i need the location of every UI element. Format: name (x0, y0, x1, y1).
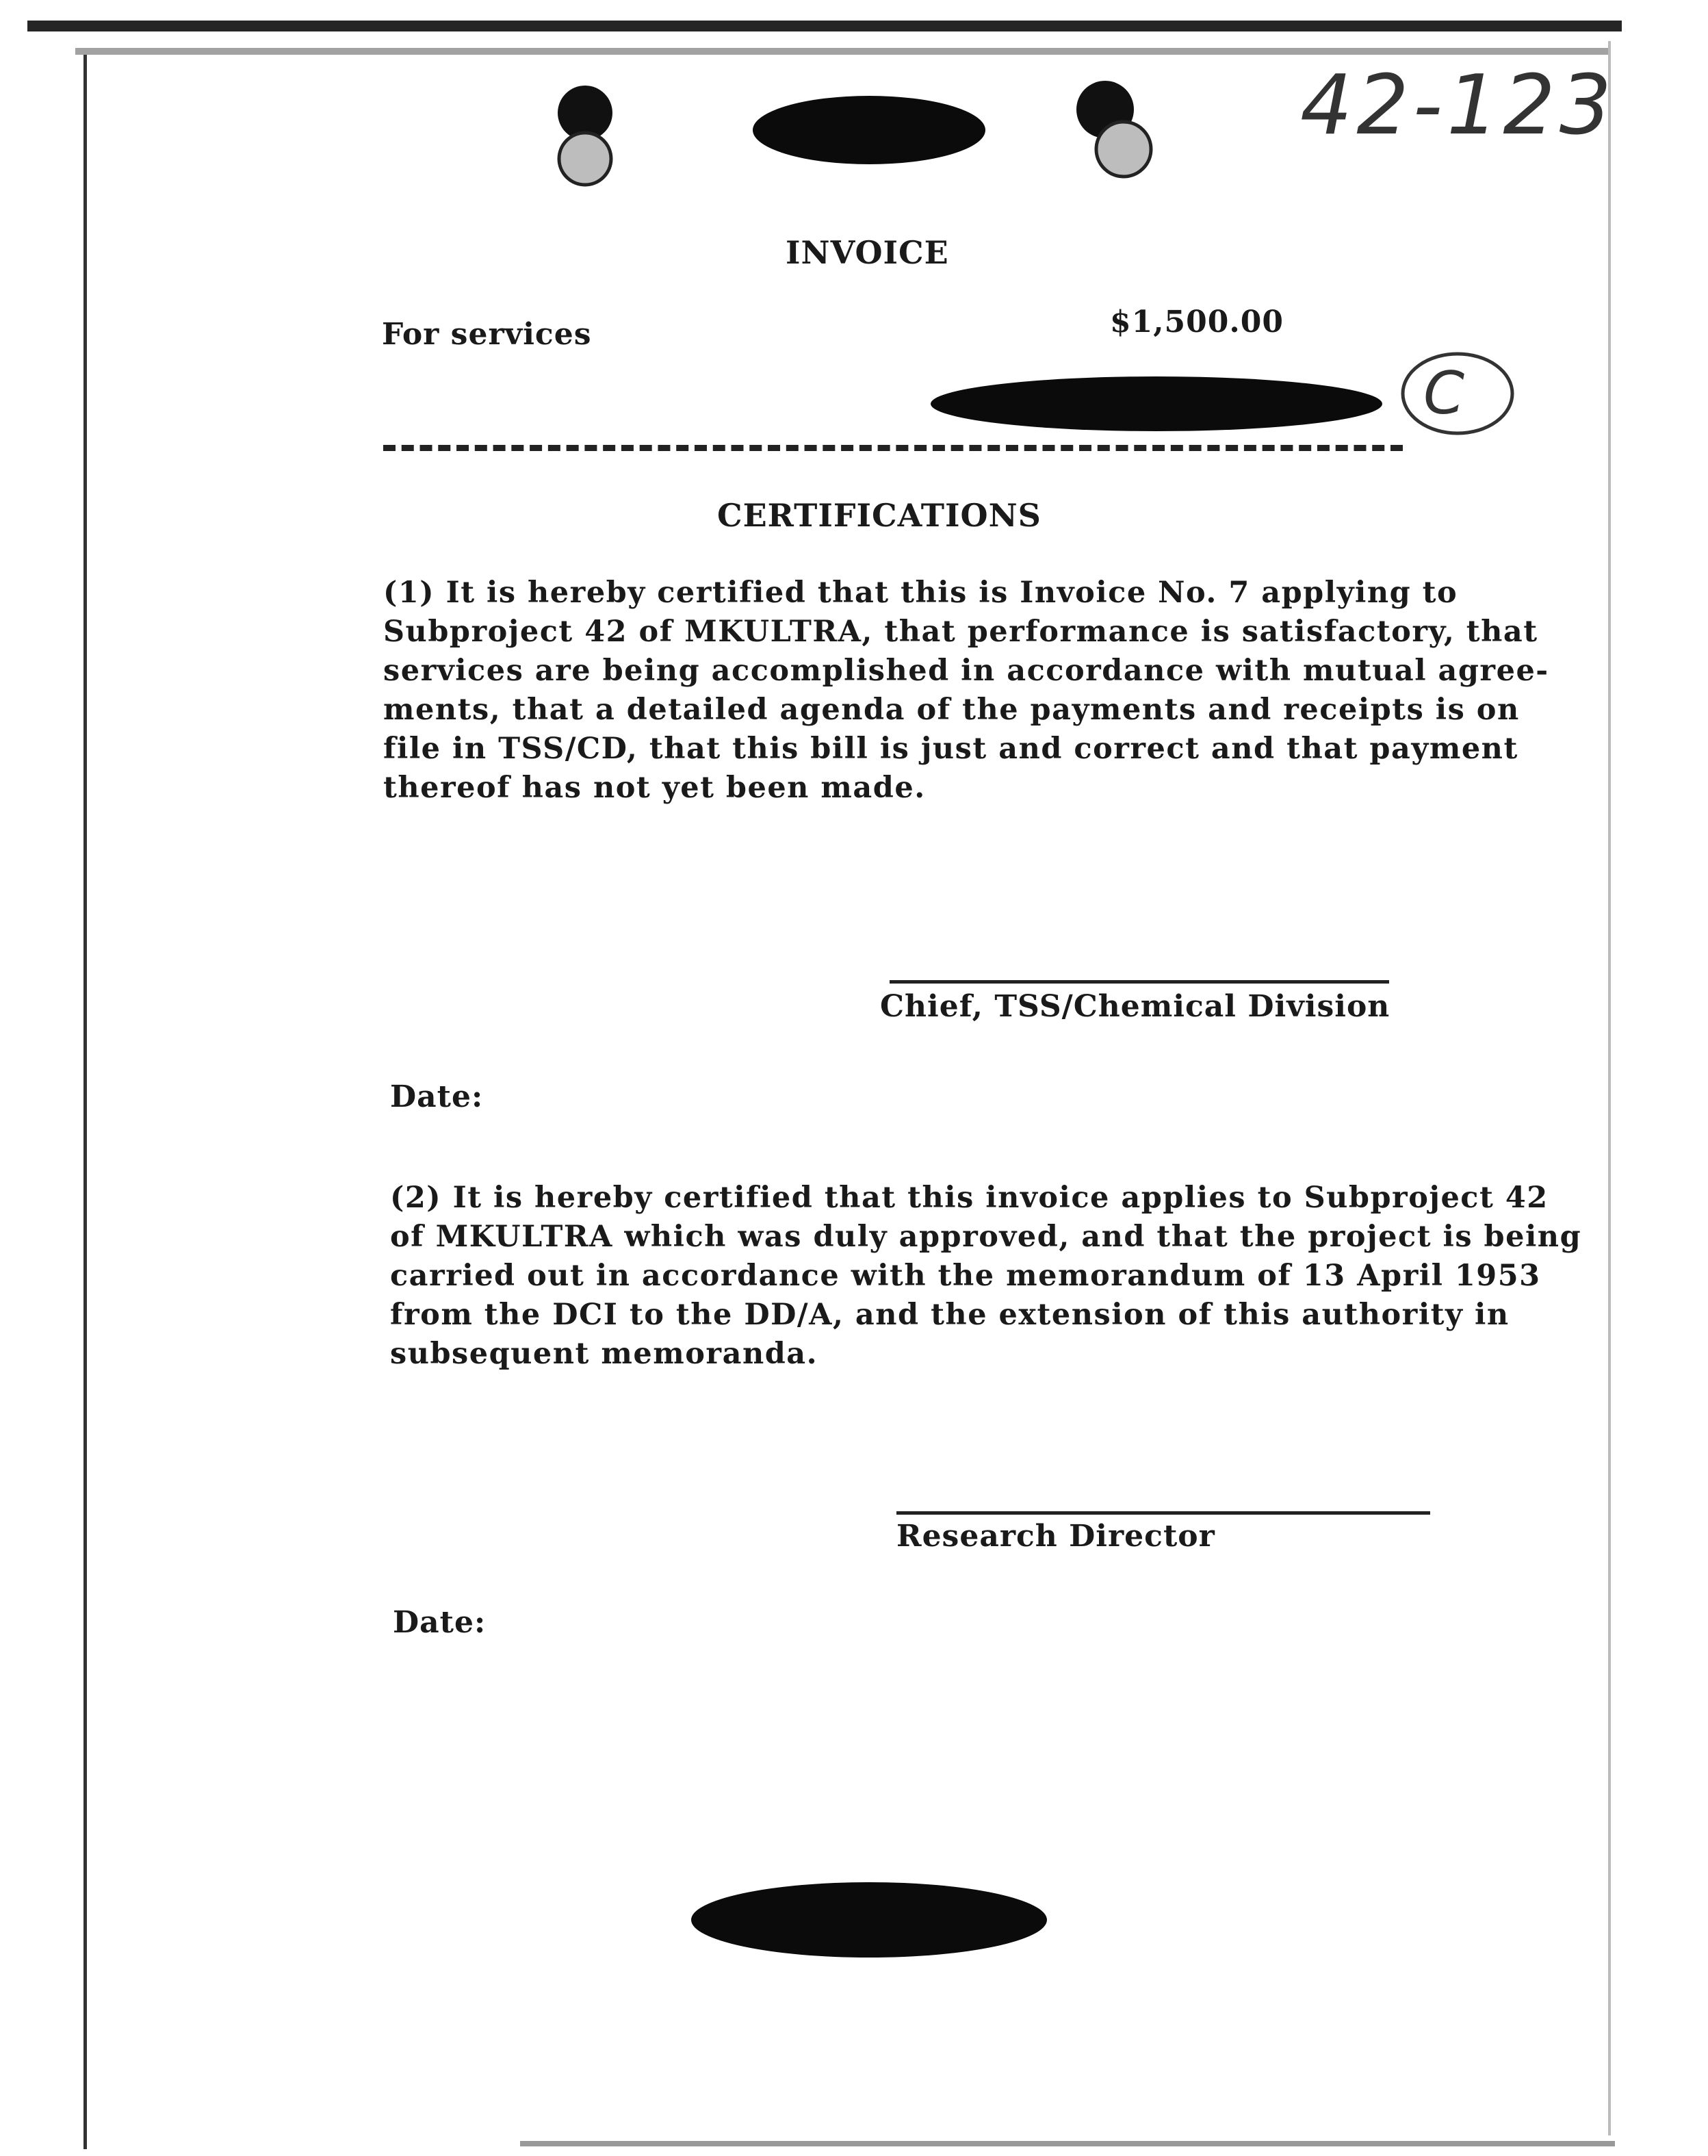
date-label-1: Date: (390, 1079, 484, 1114)
redaction-top (753, 96, 985, 164)
certification-paragraph-1 (383, 574, 1549, 808)
paragraph-1-line: ments, that a detailed agenda of the payments and receipts is on (383, 693, 1520, 727)
signature-line-2 (896, 1511, 1430, 1515)
paragraph-2-line: of MKULTRA which was duly approved, and that the project is being (390, 1220, 1582, 1254)
paragraph-2-line: (2) It is hereby certified that this invoice applies to Subproject 42 (390, 1181, 1549, 1215)
scan-left-edge (83, 55, 87, 2149)
certification-paragraph-2 (390, 1179, 1581, 1374)
redaction-bottom (691, 1882, 1047, 1958)
signature-title-2: Research Director (896, 1519, 1215, 1554)
paragraph-1-line: Subproject 42 of MKULTRA, that performance is satisfactory, that (383, 615, 1538, 649)
paragraph-1-line: thereof has not yet been made. (383, 771, 926, 805)
dashed-separator (383, 445, 1403, 451)
invoice-title: INVOICE (786, 234, 949, 271)
paragraph-1-line: services are being accomplished in accordance with mutual agree- (383, 654, 1549, 688)
circled-letter: C (1423, 359, 1465, 428)
paragraph-2-line: from the DCI to the DD/A, and the extension of this authority in (390, 1298, 1510, 1332)
scan-bottom-edge (520, 2141, 1615, 2146)
scan-top-border (27, 21, 1622, 31)
for-services-label: For services (382, 317, 592, 352)
certifications-title: CERTIFICATIONS (717, 497, 1041, 534)
paragraph-2-line: carried out in accordance with the memorandum of 13 April 1953 (390, 1259, 1541, 1293)
invoice-amount: $1,500.00 (1110, 305, 1284, 339)
signature-title-1: Chief, TSS/Chemical Division (880, 989, 1390, 1024)
handwritten-file-number: 42-123 (1300, 58, 1616, 153)
redaction-middle (931, 376, 1382, 431)
signature-line-1 (890, 980, 1389, 984)
paragraph-1-line: file in TSS/CD, that this bill is just and correct and that payment (383, 732, 1518, 766)
scan-top-shadow (75, 48, 1608, 55)
paragraph-1-line: (1) It is hereby certified that this is Invoice No. 7 applying to (383, 576, 1458, 610)
paragraph-2-line: subsequent memoranda. (390, 1337, 818, 1371)
punch-hole-right-icon (1068, 75, 1156, 185)
punch-hole-left-icon (547, 82, 623, 192)
scan-right-edge (1608, 41, 1611, 2135)
date-label-2: Date: (393, 1605, 487, 1640)
